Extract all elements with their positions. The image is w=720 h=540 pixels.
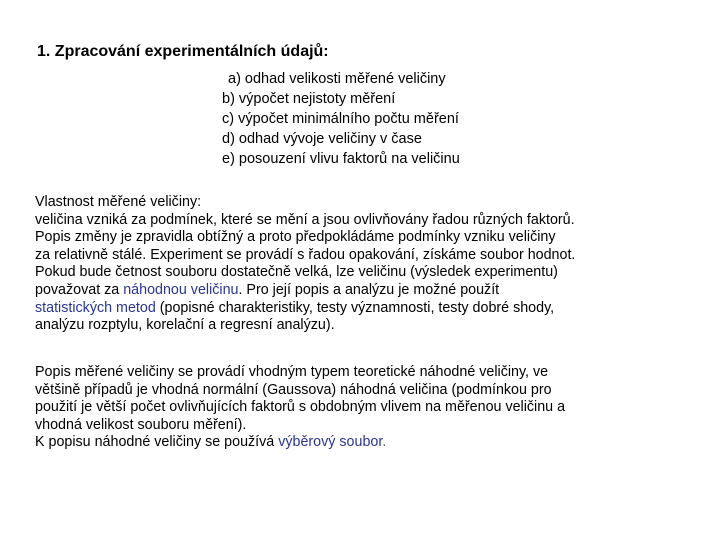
line-text: K popisu náhodné veličiny se používá: [35, 434, 279, 451]
paragraph-line: Pokud bude četnost souboru dostatečně velká, lze veličinu (výsledek experimentu): [35, 264, 558, 281]
list-item: b) výpočet nejistoty měření: [222, 91, 396, 107]
property-paragraph: [35, 194, 575, 335]
description-paragraph: [35, 364, 565, 452]
paragraph-title: Vlastnost měřené veličiny:: [35, 194, 202, 210]
paragraph-line: Popis měřené veličiny se provádí vhodným typem teoretické náhodné veličiny, ve: [35, 364, 549, 380]
line-text: považovat za: [35, 281, 124, 298]
list-item: d) odhad vývoje veličiny v čase: [222, 131, 422, 147]
paragraph-line: analýzu rozptylu, korelační a regresní analýzu).: [35, 317, 335, 334]
paragraph-line: vhodná velikost souboru měření).: [35, 416, 247, 433]
paragraph-line: za relativně stálé. Experiment se provádí s řadou opakování, získáme soubor hodnot.: [35, 246, 576, 263]
line-text: . Pro její popis a analýzu je možné použít: [238, 281, 500, 298]
line-text: (popisné charakteristiky, testy významnosti, testy dobré shody,: [155, 299, 555, 316]
paragraph-line: [35, 300, 575, 318]
list-item: e) posouzení vlivu faktorů na veličinu: [222, 151, 460, 167]
task-list: [222, 69, 460, 169]
paragraph-line: [35, 434, 565, 452]
term-statistical-methods: statistických metod: [35, 299, 156, 316]
list-item: a) odhad velikosti měřené veličiny: [228, 71, 446, 87]
paragraph-line: veličina vzniká za podmínek, které se mění a jsou ovlivňovány řadou různých faktorů.: [35, 211, 575, 228]
list-item: c) výpočet minimálního počtu měření: [222, 111, 459, 127]
term-random-variable: náhodnou veličinu: [123, 281, 239, 298]
line-text: .: [382, 434, 387, 451]
paragraph-line: použití je větší počet ovlivňujících faktorů s obdobným vlivem na měřenou veličinu a: [35, 399, 566, 416]
paragraph-line: většině případů je vhodná normální (Gaussova) náhodná veličina (podmínkou pro: [35, 381, 552, 398]
paragraph-line: Popis změny je zpravidla obtížný a proto předpokládáme podmínky vzniku veličiny: [35, 229, 556, 246]
term-sample-set: výběrový soubor: [278, 434, 383, 451]
paragraph-line: [35, 282, 575, 300]
section-heading: 1. Zpracování experimentálních údajů:: [37, 43, 329, 60]
